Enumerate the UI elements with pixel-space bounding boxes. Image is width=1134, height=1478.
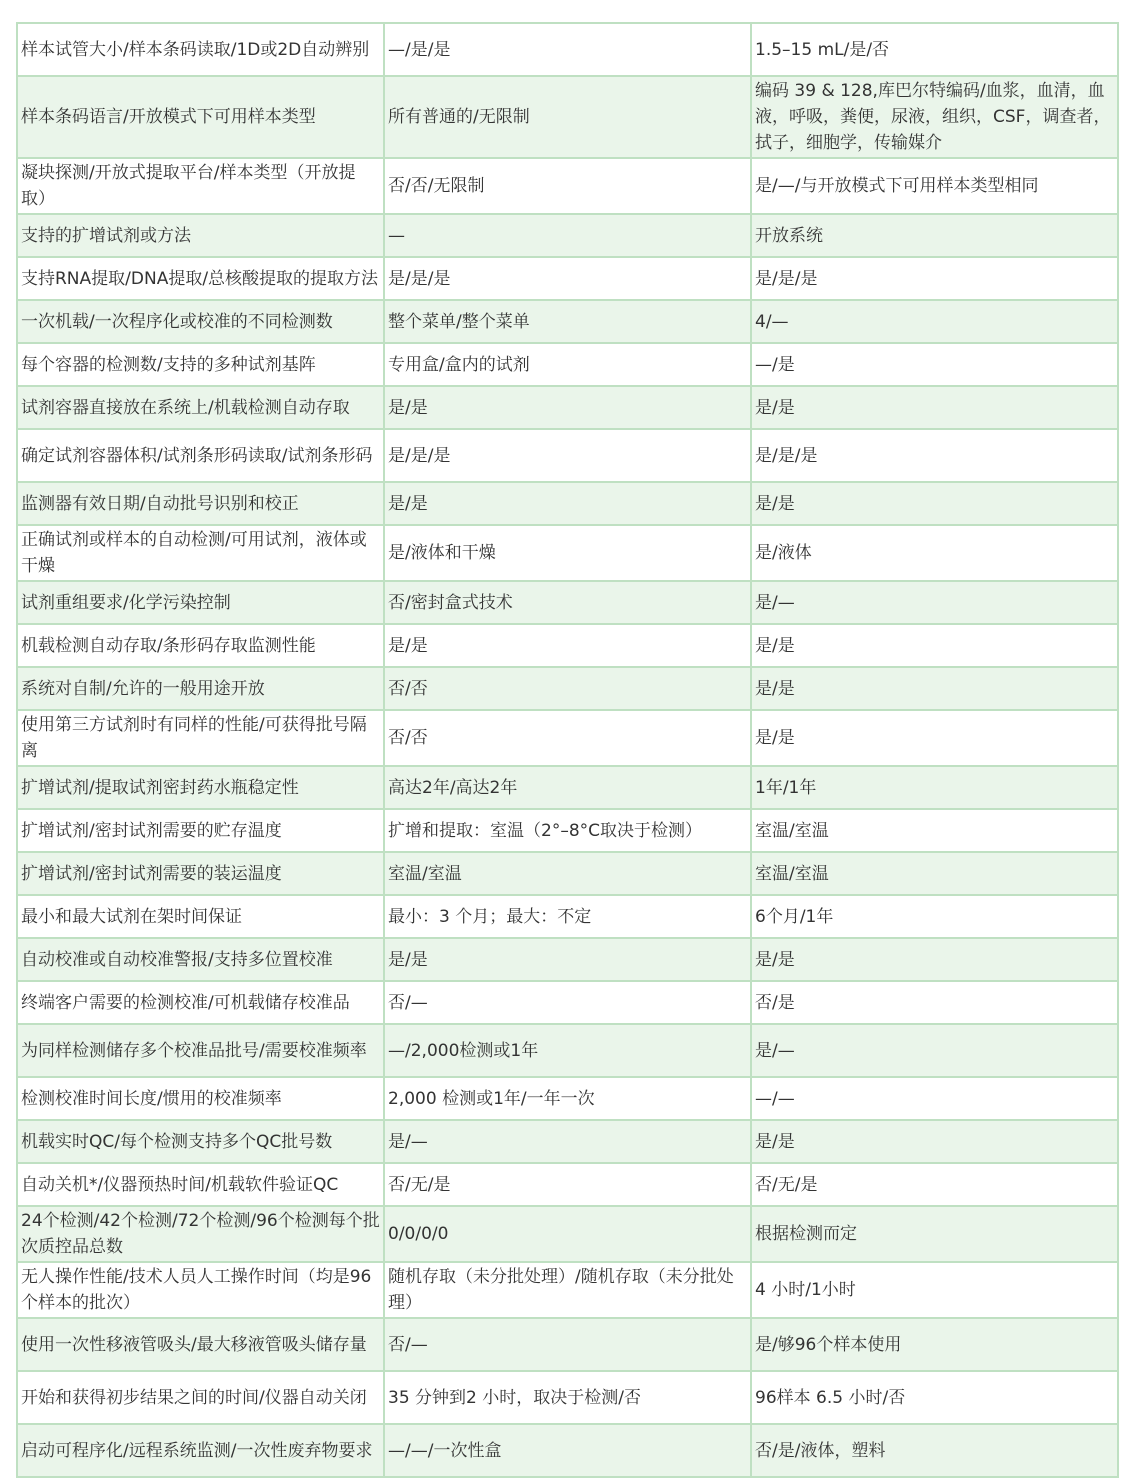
system-b-cell: 是/是/是 (751, 429, 1118, 482)
table-row (17, 482, 1118, 525)
feature-cell: 机载检测自动存取/条形码存取监测性能 (17, 624, 384, 667)
table-row (17, 343, 1118, 386)
system-b-cell: 否/是 (751, 981, 1118, 1024)
system-a-cell: 35 分钟到2 小时，取决于检测/否 (384, 1371, 751, 1424)
system-a-cell: 否/— (384, 1318, 751, 1371)
system-a-cell: —/—/一次性盒 (384, 1424, 751, 1477)
system-b-cell: 开放系统 (751, 214, 1118, 257)
system-b-cell: 是/—/与开放模式下可用样本类型相同 (751, 158, 1118, 214)
feature-cell: 样本条码语言/开放模式下可用样本类型 (17, 76, 384, 158)
system-b-cell: 是/— (751, 581, 1118, 624)
system-b-cell: 是/是 (751, 624, 1118, 667)
feature-cell: 终端客户需要的检测校准/可机载储存校准品 (17, 981, 384, 1024)
system-b-cell: —/是 (751, 343, 1118, 386)
system-b-cell: 是/是 (751, 667, 1118, 710)
feature-cell: 24个检测/42个检测/72个检测/96个检测每个批次质控品总数 (17, 1206, 384, 1262)
feature-cell: 开始和获得初步结果之间的时间/仪器自动关闭 (17, 1371, 384, 1424)
table-row (17, 1120, 1118, 1163)
table-row (17, 1262, 1118, 1318)
system-b-cell: 1.5–15 mL/是/否 (751, 23, 1118, 76)
system-b-cell: 是/是 (751, 1120, 1118, 1163)
system-a-cell: 是/是 (384, 386, 751, 429)
system-a-cell: 否/密封盒式技术 (384, 581, 751, 624)
feature-cell: 最小和最大试剂在架时间保证 (17, 895, 384, 938)
system-a-cell: 2,000 检测或1年/一年一次 (384, 1077, 751, 1120)
system-b-cell: 1年/1年 (751, 766, 1118, 809)
table-row (17, 1163, 1118, 1206)
system-b-cell: 96样本 6.5 小时/否 (751, 1371, 1118, 1424)
system-b-cell: 4 小时/1小时 (751, 1262, 1118, 1318)
feature-cell: 凝块探测/开放式提取平台/样本类型（开放提取） (17, 158, 384, 214)
system-a-cell: 最小：3 个月；最大：不定 (384, 895, 751, 938)
system-a-cell: 是/是 (384, 938, 751, 981)
system-a-cell: —/2,000检测或1年 (384, 1024, 751, 1077)
table-row (17, 938, 1118, 981)
system-b-cell: 室温/室温 (751, 852, 1118, 895)
feature-cell: 使用第三方试剂时有同样的性能/可获得批号隔离 (17, 710, 384, 766)
table-row (17, 667, 1118, 710)
table-row (17, 852, 1118, 895)
system-a-cell: 随机存取（未分批处理）/随机存取（未分批处理） (384, 1262, 751, 1318)
feature-cell: 支持RNA提取/DNA提取/总核酸提取的提取方法 (17, 257, 384, 300)
system-a-cell: 否/— (384, 981, 751, 1024)
system-a-cell: 专用盒/盒内的试剂 (384, 343, 751, 386)
table-row (17, 429, 1118, 482)
feature-cell: 扩增试剂/密封试剂需要的贮存温度 (17, 809, 384, 852)
system-b-cell: 根据检测而定 (751, 1206, 1118, 1262)
system-a-cell: 否/无/是 (384, 1163, 751, 1206)
system-b-cell: 4/— (751, 300, 1118, 343)
table-row (17, 1206, 1118, 1262)
feature-cell: 一次机载/一次程序化或校准的不同检测数 (17, 300, 384, 343)
system-a-cell: — (384, 214, 751, 257)
system-a-cell: 扩增和提取：室温（2°–8°C取决于检测） (384, 809, 751, 852)
table-row (17, 895, 1118, 938)
comparison-table (16, 22, 1119, 1478)
table-row (17, 1077, 1118, 1120)
table-row (17, 1371, 1118, 1424)
table-row (17, 214, 1118, 257)
system-b-cell: 是/液体 (751, 525, 1118, 581)
system-a-cell: 所有普通的/无限制 (384, 76, 751, 158)
table-row (17, 386, 1118, 429)
system-b-cell: 是/— (751, 1024, 1118, 1077)
system-a-cell: 否/否 (384, 667, 751, 710)
system-a-cell: 否/否 (384, 710, 751, 766)
system-a-cell: 是/是 (384, 624, 751, 667)
feature-cell: 机载实时QC/每个检测支持多个QC批号数 (17, 1120, 384, 1163)
table-row (17, 158, 1118, 214)
system-a-cell: 是/是/是 (384, 257, 751, 300)
system-a-cell: 0/0/0/0 (384, 1206, 751, 1262)
table-row (17, 1424, 1118, 1477)
feature-cell: 试剂重组要求/化学污染控制 (17, 581, 384, 624)
feature-cell: 样本试管大小/样本条码读取/1D或2D自动辨别 (17, 23, 384, 76)
table-row (17, 710, 1118, 766)
feature-cell: 无人操作性能/技术人员人工操作时间（均是96个样本的批次） (17, 1262, 384, 1318)
system-b-cell: 编码 39 & 128,库巴尔特编码/血浆，血清，血液，呼吸，粪便，尿液，组织，CSF，调查者，拭子，细胞学，传输媒介 (751, 76, 1118, 158)
feature-cell: 试剂容器直接放在系统上/机载检测自动存取 (17, 386, 384, 429)
table-row (17, 23, 1118, 76)
system-a-cell: 室温/室温 (384, 852, 751, 895)
table-row (17, 1024, 1118, 1077)
feature-cell: 启动可程序化/远程系统监测/一次性废弃物要求 (17, 1424, 384, 1477)
feature-cell: 自动校准或自动校准警报/支持多位置校准 (17, 938, 384, 981)
feature-cell: 使用一次性移液管吸头/最大移液管吸头储存量 (17, 1318, 384, 1371)
feature-cell: 每个容器的检测数/支持的多种试剂基阵 (17, 343, 384, 386)
system-b-cell: 是/是 (751, 938, 1118, 981)
feature-cell: 监测器有效日期/自动批号识别和校正 (17, 482, 384, 525)
table-row (17, 624, 1118, 667)
system-b-cell: 6个月/1年 (751, 895, 1118, 938)
table-row (17, 525, 1118, 581)
system-a-cell: 高达2年/高达2年 (384, 766, 751, 809)
system-a-cell: 整个菜单/整个菜单 (384, 300, 751, 343)
table-row (17, 581, 1118, 624)
table-row (17, 766, 1118, 809)
feature-cell: 扩增试剂/密封试剂需要的装运温度 (17, 852, 384, 895)
system-b-cell: —/— (751, 1077, 1118, 1120)
system-b-cell: 是/是 (751, 710, 1118, 766)
system-a-cell: 否/否/无限制 (384, 158, 751, 214)
table-row (17, 1318, 1118, 1371)
table-row (17, 76, 1118, 158)
system-b-cell: 是/是 (751, 482, 1118, 525)
system-a-cell: 是/是 (384, 482, 751, 525)
table-row (17, 300, 1118, 343)
table-body (17, 23, 1118, 1477)
system-b-cell: 是/是 (751, 386, 1118, 429)
system-a-cell: 是/液体和干燥 (384, 525, 751, 581)
feature-cell: 正确试剂或样本的自动检测/可用试剂，液体或干燥 (17, 525, 384, 581)
feature-cell: 自动关机*/仪器预热时间/机载软件验证QC (17, 1163, 384, 1206)
table-row (17, 981, 1118, 1024)
feature-cell: 确定试剂容器体积/试剂条形码读取/试剂条形码 (17, 429, 384, 482)
table-row (17, 257, 1118, 300)
system-a-cell: 是/是/是 (384, 429, 751, 482)
feature-cell: 系统对自制/允许的一般用途开放 (17, 667, 384, 710)
feature-cell: 为同样检测储存多个校准品批号/需要校准频率 (17, 1024, 384, 1077)
system-b-cell: 否/是/液体，塑料 (751, 1424, 1118, 1477)
system-a-cell: 是/— (384, 1120, 751, 1163)
system-b-cell: 室温/室温 (751, 809, 1118, 852)
feature-cell: 检测校准时间长度/惯用的校准频率 (17, 1077, 384, 1120)
system-b-cell: 是/是/是 (751, 257, 1118, 300)
feature-cell: 支持的扩增试剂或方法 (17, 214, 384, 257)
table-row (17, 809, 1118, 852)
system-b-cell: 否/无/是 (751, 1163, 1118, 1206)
feature-cell: 扩增试剂/提取试剂密封药水瓶稳定性 (17, 766, 384, 809)
system-a-cell: —/是/是 (384, 23, 751, 76)
system-b-cell: 是/够96个样本使用 (751, 1318, 1118, 1371)
